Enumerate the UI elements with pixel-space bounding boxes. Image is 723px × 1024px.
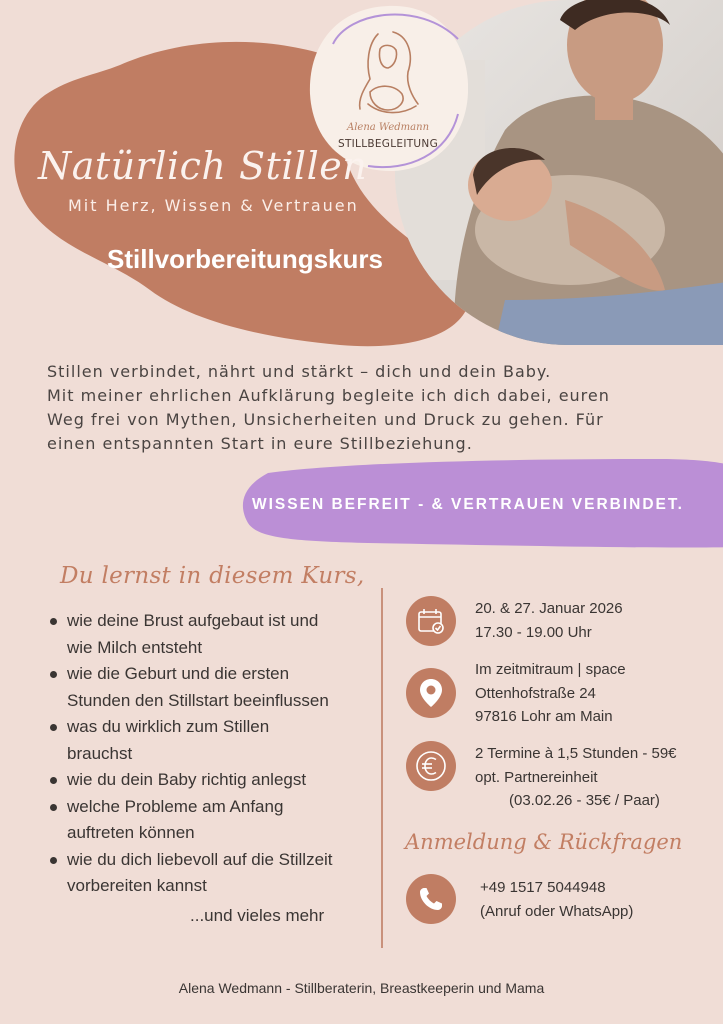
partner-price-text: (03.02.26 - 35€ / Paar) <box>509 792 660 809</box>
location-pin-icon <box>406 668 456 718</box>
location-name: Im zeitmitraum | space <box>475 661 626 678</box>
list-item-line: welche Probleme am Anfang <box>67 796 284 816</box>
list-item-line: wie deine Brust aufgebaut ist und <box>67 611 319 630</box>
euro-icon <box>406 741 456 791</box>
slogan-text: WISSEN BEFREIT - & VERTRAUEN VERBINDET. <box>252 496 684 513</box>
location-street: Ottenhofstraße 24 <box>475 684 596 702</box>
list-item <box>48 661 368 714</box>
calendar-icon <box>406 596 456 646</box>
intro-text <box>47 360 687 456</box>
list-item <box>48 714 368 767</box>
list-item-line: vorbereiten kannst <box>67 876 207 895</box>
list-item <box>48 767 368 794</box>
list-item <box>48 794 368 847</box>
learn-list <box>48 608 368 900</box>
list-item <box>48 608 368 661</box>
course-name: Stillvorbereitungskurs <box>107 244 383 274</box>
price-info <box>475 742 677 813</box>
list-item <box>48 847 368 900</box>
phone-number[interactable]: +49 1517 5044948 <box>480 879 606 896</box>
list-item-line: wie die Geburt und die ersten <box>67 664 290 683</box>
column-divider <box>381 588 383 948</box>
learn-section-title: Du lernst in diesem Kurs, <box>60 563 365 589</box>
footer-text: Alena Wedmann - Stillberaterin, Breastkeeperin und Mama <box>178 980 545 996</box>
partner-text: opt. Partnereinheit <box>475 768 598 786</box>
location-city: 97816 Lohr am Main <box>475 708 613 725</box>
intro-line: Stillen verbindet, nährt und stärkt – dich und dein Baby. <box>47 362 552 381</box>
list-item-line: Stunden den Stillstart beeinflussen <box>67 690 329 710</box>
page-title: Natürlich Stillen <box>38 144 368 188</box>
date-text: 20. & 27. Januar 2026 <box>475 600 623 617</box>
price-text: 2 Termine à 1,5 Stunden - 59€ <box>475 745 677 762</box>
list-item-line: wie du dich liebevoll auf die Stillzeit <box>67 849 333 869</box>
list-item-line: wie Milch entsteht <box>67 637 203 657</box>
list-item-line: wie du dein Baby richtig anlegst <box>67 770 307 789</box>
intro-line: Weg frei von Mythen, Unsicherheiten und Druck zu gehen. Für <box>47 410 604 429</box>
contact-info <box>480 876 633 923</box>
contact-note: (Anruf oder WhatsApp) <box>480 902 634 920</box>
page-subtitle: Mit Herz, Wissen & Vertrauen <box>68 196 359 215</box>
intro-line: Mit meiner ehrlichen Aufklärung begleite ich dich dabei, euren <box>47 386 610 405</box>
list-item-line: brauchst <box>67 743 133 763</box>
logo-name: Alena Wedmann <box>346 122 430 133</box>
list-item-line: auftreten können <box>67 823 195 842</box>
list-item-line: was du wirklich zum Stillen <box>67 717 270 736</box>
more-text: ...und vieles mehr <box>190 906 325 925</box>
location-info <box>475 658 626 729</box>
signup-title: Anmeldung & Rückfragen <box>405 830 683 854</box>
intro-line: einen entspannten Start in eure Stillbeziehung. <box>47 434 473 453</box>
logo-subtitle: STILLBEGLEITUNG <box>337 138 439 150</box>
date-info <box>475 597 623 644</box>
time-text: 17.30 - 19.00 Uhr <box>475 623 592 641</box>
phone-icon <box>406 874 456 924</box>
